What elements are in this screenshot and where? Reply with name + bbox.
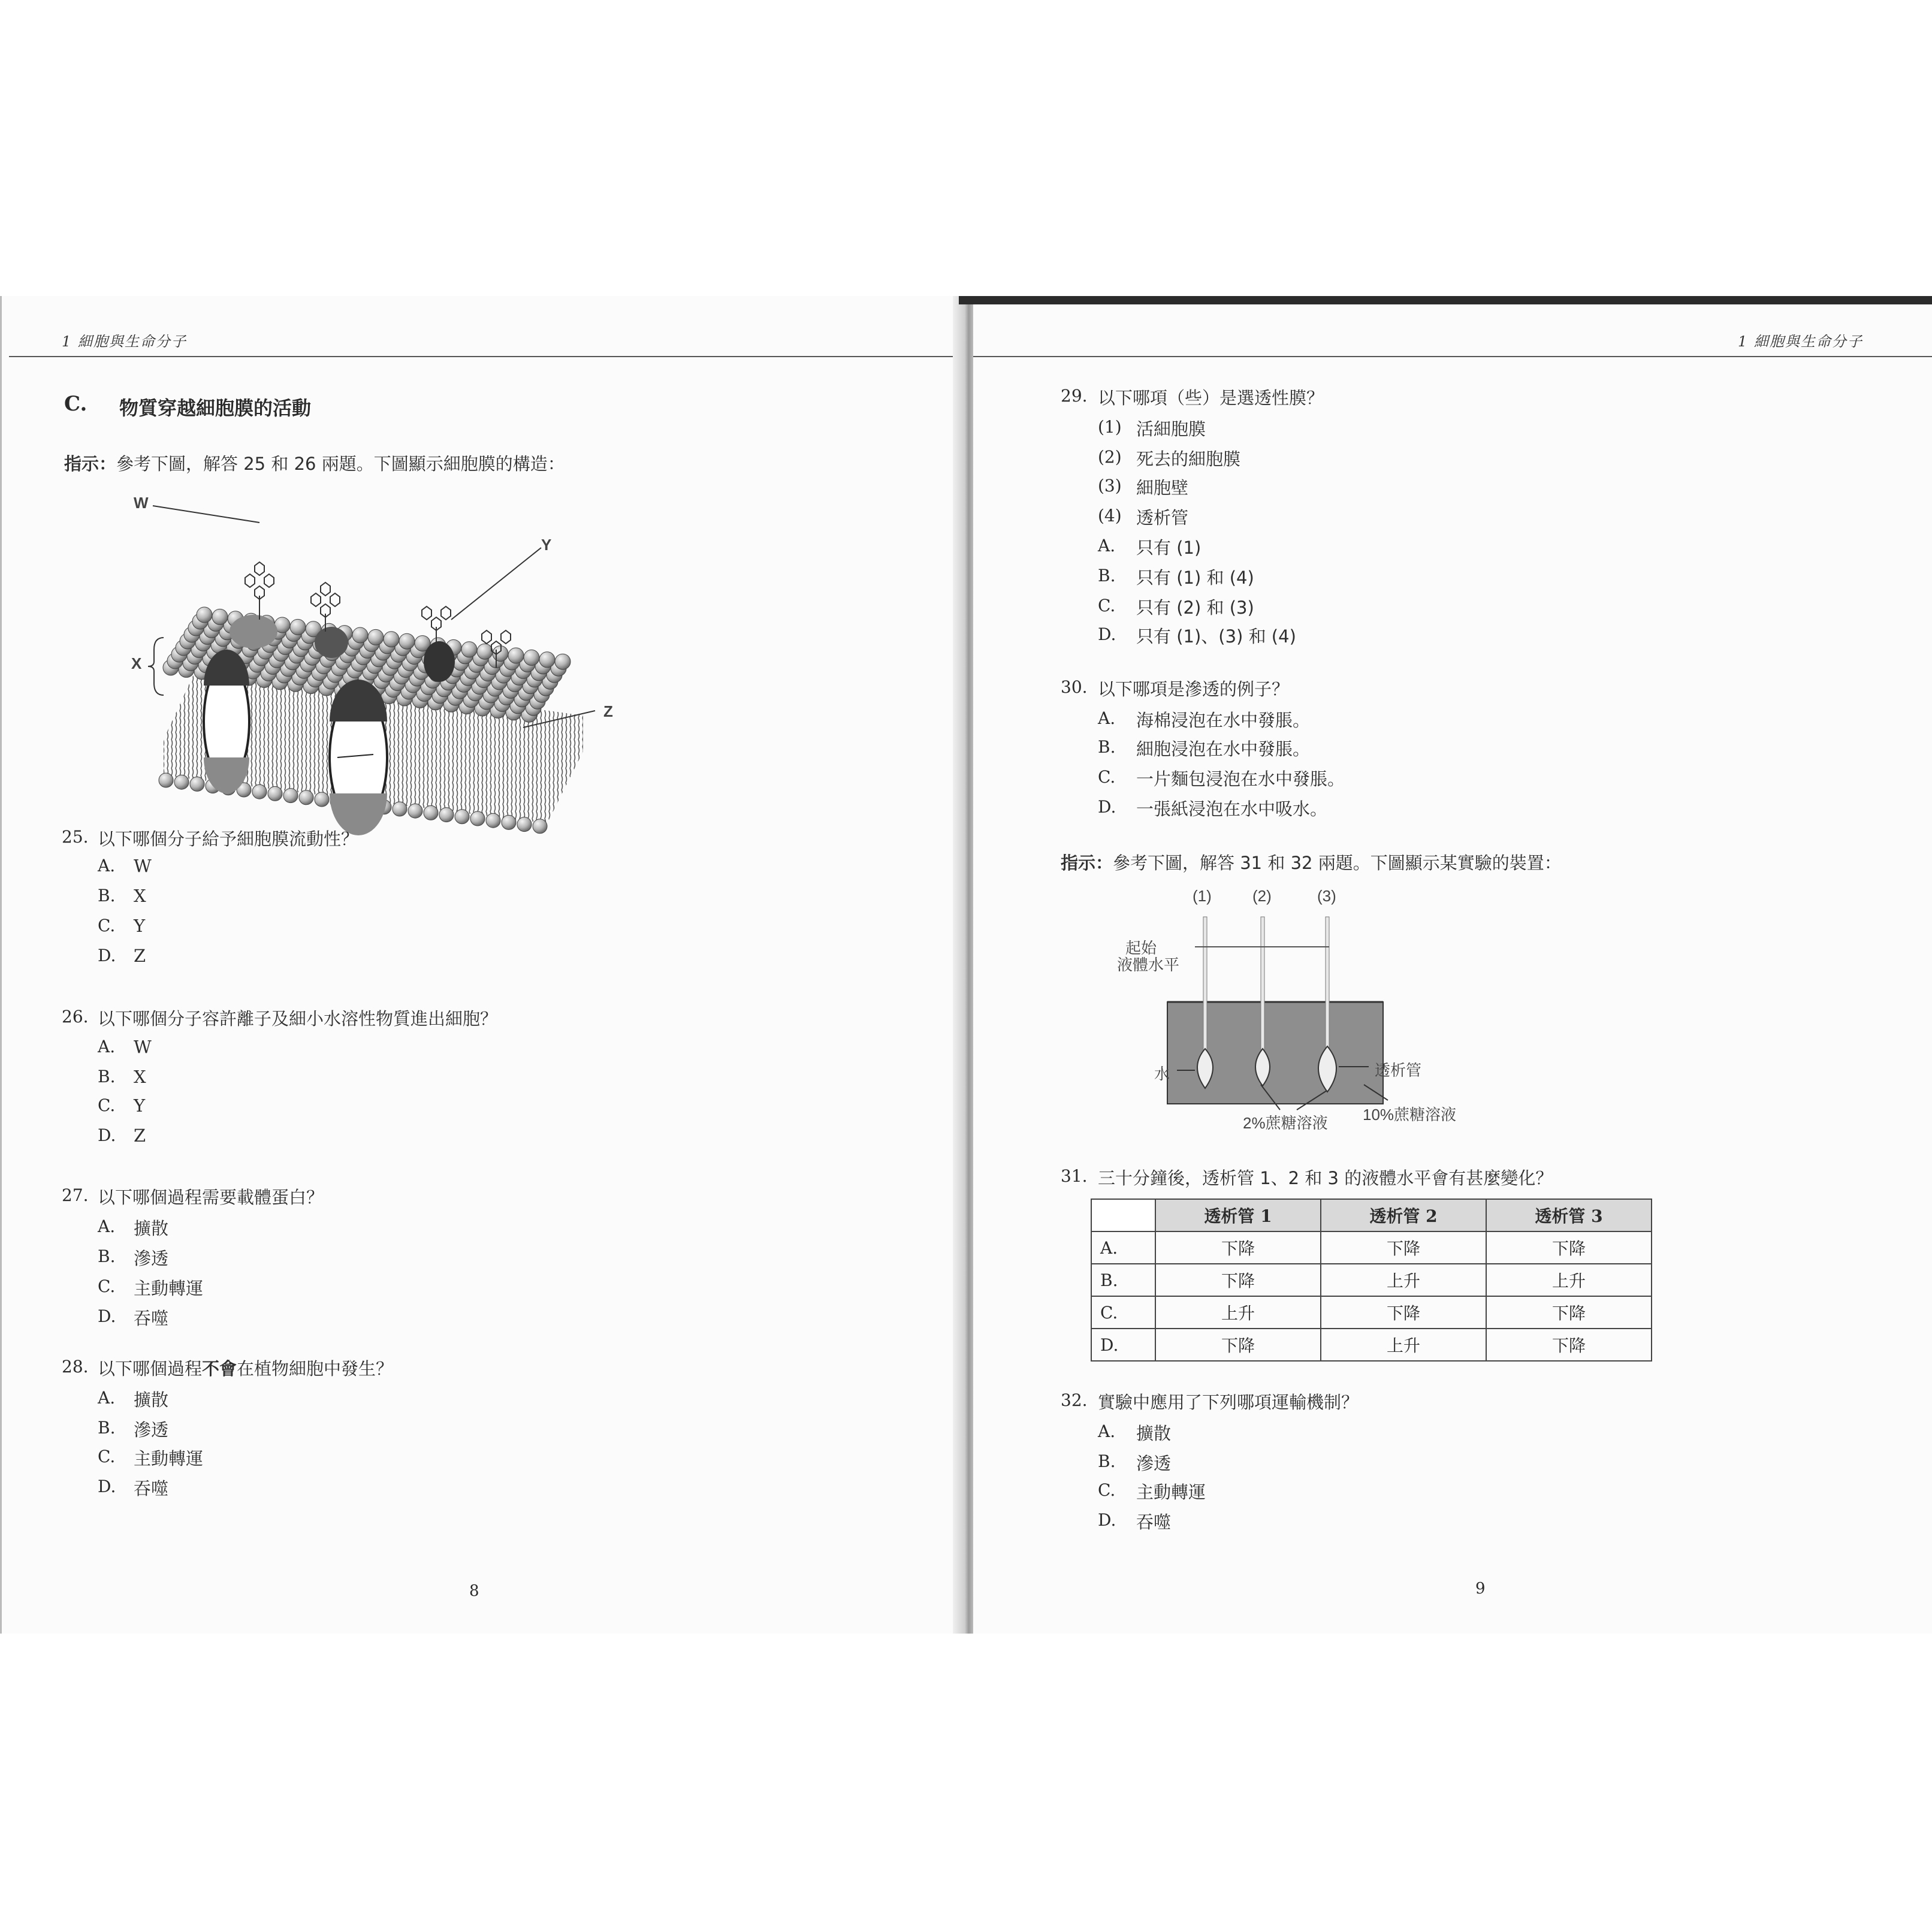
q29-item-4: 透析管	[1136, 508, 1189, 528]
page-top-shadow	[959, 296, 1932, 304]
page-number-right: 9	[1475, 1580, 1486, 1598]
table-cell: 下降	[1155, 1264, 1321, 1296]
q28-text-pre: 以下哪個過程	[98, 1359, 203, 1379]
table-cell: 下降	[1321, 1231, 1486, 1264]
sucrose-2-label: 2%蔗糖溶液	[1243, 1114, 1328, 1132]
start-level-label-2: 液體水平	[1117, 956, 1180, 974]
q32-opt-d[interactable]: 吞噬	[1136, 1512, 1172, 1532]
q29-number: 29.	[1061, 386, 1088, 406]
sucrose-10-label: 10%蔗糖溶液	[1363, 1106, 1457, 1124]
page-number-left: 8	[469, 1582, 479, 1600]
q31-answer-table	[1091, 1199, 1652, 1362]
q30-opt-c-letter: C.	[1098, 767, 1116, 787]
q30-opt-c[interactable]: 一片麵包浸泡在水中發脹。	[1136, 769, 1345, 789]
table-cell: 下降	[1321, 1296, 1486, 1329]
q29-item-1: 活細胞膜	[1136, 419, 1206, 439]
q32-opt-b[interactable]: 滲透	[1136, 1453, 1172, 1474]
q30-opt-b[interactable]: 細胞浸泡在水中發脹。	[1136, 739, 1311, 759]
q29-opt-c-letter: C.	[1098, 596, 1116, 615]
q28-opt-a[interactable]: 擴散	[134, 1390, 169, 1410]
row-label: D.	[1091, 1329, 1155, 1361]
table-header-row	[1091, 1199, 1652, 1231]
q26-number: 26.	[62, 1007, 89, 1027]
q29-item-4-label: (4)	[1098, 506, 1122, 526]
cell-membrane-diagram	[128, 488, 643, 943]
q25-opt-d[interactable]: Z	[134, 946, 146, 966]
q29-opt-a-letter: A.	[1098, 536, 1116, 556]
q26-opt-b-letter: B.	[98, 1067, 116, 1086]
q27-opt-a[interactable]: 擴散	[134, 1218, 169, 1239]
table-cell: 下降	[1155, 1231, 1321, 1264]
q29-opt-c[interactable]: 只有 (2) 和 (3)	[1136, 597, 1254, 618]
q32-text: 實驗中應用了下列哪項運輸機制？	[1098, 1392, 1359, 1412]
right-page	[973, 296, 1932, 1634]
section-letter: C.	[64, 392, 87, 416]
q25-opt-a[interactable]: W	[134, 856, 152, 876]
label-y: Y	[541, 536, 552, 554]
table-row[interactable]	[1091, 1231, 1652, 1264]
table-cell: 下降	[1486, 1231, 1652, 1264]
q32-opt-c[interactable]: 主動轉運	[1136, 1482, 1206, 1502]
q25-opt-b-letter: B.	[98, 886, 116, 905]
label-line-w	[153, 506, 259, 523]
start-level-label-1: 起始	[1125, 939, 1157, 957]
table-header-cell: 透析管 1	[1155, 1199, 1321, 1231]
q25-opt-a-letter: A.	[98, 856, 116, 876]
instruction-2-label: 指示：	[1061, 853, 1113, 873]
row-label: B.	[1091, 1264, 1155, 1296]
dialysis-tube-label: 透析管	[1375, 1061, 1422, 1079]
label-line-y	[451, 548, 541, 620]
q28-text-bold: 不會	[202, 1359, 237, 1379]
q30-opt-a[interactable]: 海棉浸泡在水中發脹。	[1136, 710, 1311, 730]
table-header-cell: 透析管 3	[1486, 1199, 1652, 1231]
section-title: 物質穿越細胞膜的活動	[119, 397, 312, 419]
q32-opt-c-letter: C.	[1098, 1480, 1116, 1500]
q30-opt-b-letter: B.	[1098, 737, 1116, 757]
table-cell: 上升	[1321, 1329, 1486, 1361]
q26-opt-a[interactable]: W	[134, 1037, 152, 1057]
q31-number: 31.	[1061, 1166, 1088, 1186]
tube-label-3: (3)	[1317, 887, 1336, 905]
table-cell: 上升	[1155, 1296, 1321, 1329]
apparatus-illustration	[1117, 887, 1525, 1139]
q29-opt-b[interactable]: 只有 (1) 和 (4)	[1136, 567, 1254, 588]
book-spread	[0, 296, 1932, 1634]
q27-opt-d[interactable]: 吞噬	[134, 1308, 169, 1329]
q25-text: 以下哪個分子給予細胞膜流動性？	[98, 829, 359, 849]
q26-text: 以下哪個分子容許離子及細小水溶性物質進出細胞？	[98, 1009, 498, 1029]
q29-opt-a[interactable]: 只有 (1)	[1136, 538, 1202, 558]
q32-opt-a-letter: A.	[1098, 1421, 1116, 1441]
q29-item-2-label: (2)	[1098, 447, 1122, 467]
label-w: W	[134, 494, 149, 512]
q30-opt-d[interactable]: 一張紙浸泡在水中吸水。	[1136, 799, 1328, 819]
q28-opt-c[interactable]: 主動轉運	[134, 1448, 204, 1469]
tube-label-1: (1)	[1193, 887, 1212, 905]
q29-text: 以下哪項（些）是選透性膜？	[1098, 388, 1324, 408]
membrane-illustration	[128, 488, 643, 943]
q27-opt-a-letter: A.	[98, 1216, 116, 1236]
q27-text: 以下哪個過程需要載體蛋白？	[98, 1187, 324, 1208]
q26-opt-c[interactable]: Y	[134, 1095, 146, 1116]
instruction-text: 參考下圖，解答 25 和 26 兩題。下圖顯示細胞膜的構造：	[116, 454, 565, 474]
q28-text-post: 在植物細胞中發生？	[237, 1359, 394, 1379]
row-label: A.	[1091, 1231, 1155, 1264]
q32-opt-a[interactable]: 擴散	[1136, 1423, 1172, 1444]
q29-item-2: 死去的細胞膜	[1136, 449, 1241, 469]
q29-opt-d[interactable]: 只有 (1)、(3) 和 (4)	[1136, 626, 1296, 647]
q30-opt-a-letter: A.	[1098, 708, 1116, 728]
row-label: C.	[1091, 1296, 1155, 1329]
q27-opt-b[interactable]: 滲透	[134, 1248, 169, 1269]
q29-item-1-label: (1)	[1098, 417, 1122, 437]
q30-number: 30.	[1061, 677, 1088, 697]
table-cell: 下降	[1155, 1329, 1321, 1361]
q25-opt-d-letter: D.	[98, 946, 116, 965]
table-cell: 下降	[1486, 1296, 1652, 1329]
q28-opt-b-letter: B.	[98, 1418, 116, 1438]
q26-opt-c-letter: C.	[98, 1095, 116, 1115]
q27-number: 27.	[62, 1185, 89, 1205]
table-row[interactable]	[1091, 1264, 1652, 1296]
table-header-cell	[1091, 1199, 1155, 1231]
q25-opt-c[interactable]: Y	[134, 916, 146, 936]
q30-text: 以下哪項是滲透的例子？	[1098, 679, 1290, 699]
q32-number: 32.	[1061, 1390, 1088, 1410]
table-cell: 上升	[1486, 1264, 1652, 1296]
q28-opt-a-letter: A.	[98, 1388, 116, 1408]
q31-text: 三十分鐘後，透析管 1、2 和 3 的液體水平會有甚麼變化？	[1098, 1168, 1553, 1188]
q29-opt-b-letter: B.	[1098, 566, 1116, 585]
instruction-label: 指示：	[64, 454, 117, 474]
brace-x	[148, 638, 164, 695]
header-rule-right	[973, 356, 1932, 357]
instruction-2	[1061, 850, 1562, 874]
osmosis-apparatus-diagram	[1117, 887, 1525, 1139]
label-x: X	[131, 654, 142, 672]
q27-opt-d-letter: D.	[98, 1306, 116, 1326]
q28-text	[98, 1356, 393, 1380]
q28-opt-c-letter: C.	[98, 1447, 116, 1466]
running-header-left: 1 細胞與生命分子	[62, 333, 187, 350]
q28-opt-d[interactable]: 吞噬	[134, 1478, 169, 1499]
q27-opt-b-letter: B.	[98, 1246, 116, 1266]
left-page	[0, 296, 961, 1634]
q32-opt-b-letter: B.	[1098, 1451, 1116, 1471]
table-cell: 下降	[1486, 1329, 1652, 1361]
instruction-2-text: 參考下圖，解答 31 和 32 兩題。下圖顯示某實驗的裝置：	[1113, 853, 1562, 873]
table-row[interactable]	[1091, 1296, 1652, 1329]
q26-opt-a-letter: A.	[98, 1037, 116, 1056]
q32-opt-d-letter: D.	[1098, 1510, 1116, 1530]
table-cell: 上升	[1321, 1264, 1486, 1296]
water-label: 水	[1154, 1065, 1170, 1083]
q26-opt-d[interactable]: Z	[134, 1125, 146, 1146]
q28-opt-b[interactable]: 滲透	[134, 1420, 169, 1440]
q29-item-3: 細胞壁	[1136, 478, 1189, 498]
label-z: Z	[603, 702, 613, 720]
q28-number: 28.	[62, 1357, 89, 1376]
table-header-cell: 透析管 2	[1321, 1199, 1486, 1231]
running-header-right: 1 細胞與生命分子	[1738, 333, 1863, 350]
q29-item-3-label: (3)	[1098, 476, 1122, 496]
q25-opt-c-letter: C.	[98, 916, 116, 935]
q29-opt-d-letter: D.	[1098, 624, 1116, 644]
q27-opt-c-letter: C.	[98, 1276, 116, 1296]
q26-opt-d-letter: D.	[98, 1125, 116, 1145]
q27-opt-c[interactable]: 主動轉運	[134, 1278, 204, 1299]
table-row[interactable]	[1091, 1329, 1652, 1361]
tube-label-2: (2)	[1252, 887, 1272, 905]
instruction-1	[64, 451, 565, 475]
q25-opt-b[interactable]: X	[134, 886, 146, 906]
q26-opt-b[interactable]: X	[134, 1067, 146, 1087]
q25-number: 25.	[62, 827, 89, 847]
q28-opt-d-letter: D.	[98, 1477, 116, 1496]
q30-opt-d-letter: D.	[1098, 797, 1116, 817]
header-rule	[9, 356, 955, 357]
